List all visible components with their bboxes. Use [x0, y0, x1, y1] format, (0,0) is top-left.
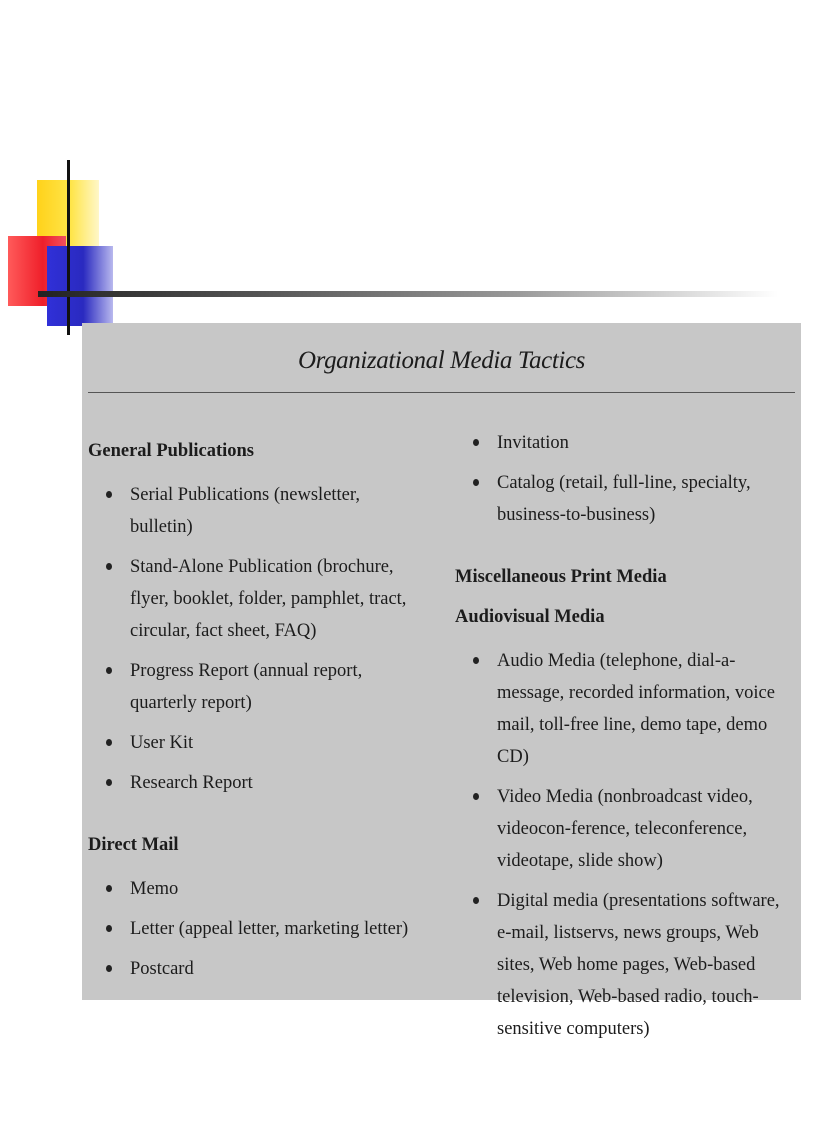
- continued-publications-list: [455, 427, 795, 531]
- title-divider: [88, 392, 795, 393]
- decorative-title-rule: [38, 291, 778, 297]
- list-item: Catalog (retail, full-line, specialty, business-to-business): [455, 467, 795, 531]
- decorative-blue-square: [47, 246, 113, 326]
- list-item: Serial Publications (newsletter, bulletin): [88, 479, 418, 543]
- list-item: Letter (appeal letter, marketing letter): [88, 913, 418, 945]
- list-item: Memo: [88, 873, 418, 905]
- list-item: Video Media (nonbroadcast video, videocon-ference, teleconference, videotape, slide show): [455, 781, 795, 877]
- list-item: User Kit: [88, 727, 418, 759]
- decorative-vertical-line: [67, 160, 70, 335]
- direct-mail-list: [88, 873, 418, 985]
- audiovisual-media-list: [455, 645, 795, 1045]
- list-item: Progress Report (annual report, quarterly report): [88, 655, 418, 719]
- list-item: Stand-Alone Publication (brochure, flyer, booklet, folder, pamphlet, tract, circular, fact sheet, FAQ): [88, 551, 418, 647]
- list-item: Invitation: [455, 427, 795, 459]
- list-item: Audio Media (telephone, dial-a-message, recorded information, voice mail, toll-free line, demo tape, demo CD): [455, 645, 795, 773]
- section-heading-direct-mail: Direct Mail: [88, 835, 179, 855]
- general-publications-list: [88, 479, 418, 799]
- list-item: Research Report: [88, 767, 418, 799]
- list-item: Digital media (presentations software, e-mail, listservs, news groups, Web sites, Web home pages, Web-based television, Web-based radio, touch-sensitive computers): [455, 885, 795, 1045]
- list-item: Postcard: [88, 953, 418, 985]
- right-column: [455, 435, 795, 1053]
- left-column: [88, 435, 418, 993]
- section-heading-general-publications: General Publications: [88, 441, 254, 461]
- figure-panel: [82, 323, 801, 1039]
- section-heading-audiovisual-media: Audiovisual Media: [455, 607, 605, 627]
- section-heading-misc-print-media: Miscellaneous Print Media: [455, 567, 667, 587]
- figure-title: Organizational Media Tactics: [298, 347, 585, 374]
